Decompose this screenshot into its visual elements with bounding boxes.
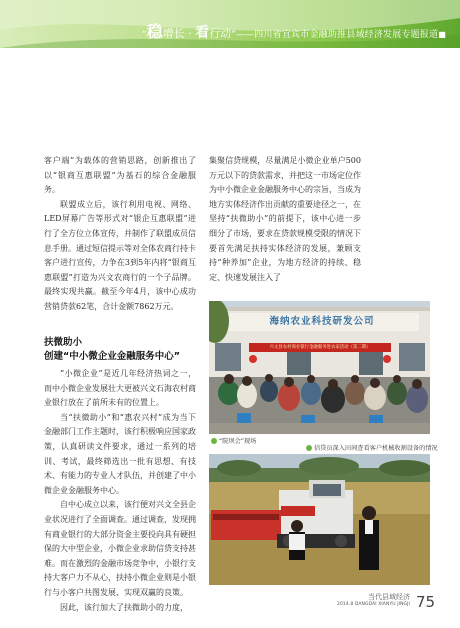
footer-magazine-issue: 2014.8 DANGDAI XIANYU JINGJI: [336, 602, 410, 607]
page-number: 75: [416, 593, 436, 611]
header-keyword-2: 看: [195, 25, 210, 41]
right-column: [209, 154, 361, 285]
header-keyword-1: 稳: [146, 22, 163, 41]
caption-bullet-icon: [211, 438, 217, 444]
left-column-section: [44, 326, 196, 615]
header-quote-open: “: [142, 30, 147, 40]
left-paragraph-5: 自中心成立以来，该行便对兴文全县企业状况进行了全面调查。通过调查，发现拥有商业银行的大部分资金主要投向具有硬担保的大中型企业，小微企业求助信贷支持甚难。而在激烈的金融市场竞争中，小银行支持大客户力不从心，扶持小微企业则是小银行与小客户共图发展、实现双赢的良策。: [44, 500, 196, 597]
photo-field-harvester: [209, 454, 430, 585]
left-paragraph-2: 联盟成立后，该行利用电视、网络、LED屏幕广告等形式对“银企互惠联盟”进行了全方位立体宣传，并制作了联盟成员信息手册。通过短信提示等对全体农商行持卡客户进行宣传，力争在3到5年内将“银商互惠联盟”打造为兴文农商行的一个子品牌。最终实现共赢。截至今年4月，该中心成功营销贷款62笔，合计金额7862万元。: [44, 199, 196, 311]
header-banner: [0, 0, 460, 48]
section-heading: [44, 336, 196, 364]
photo-yardmeeting-caption: [211, 436, 256, 445]
photo-field-caption: [306, 443, 438, 452]
caption-bullet-icon: [306, 445, 312, 451]
photo-yardmeeting-caption-text: “院坝会”现场: [219, 438, 257, 445]
header-keyword-1-rest: 增长 ·: [162, 27, 196, 40]
photo-field-caption-text: 信贷员深入田间查看客户机械收割设备的情况: [314, 445, 438, 452]
footer-magazine-title: 当代县域经济: [368, 593, 410, 601]
left-paragraph-3: “小微企业”是近几年经济热词之一，而中小微企业发展壮大更被兴文石海农村商业银行放在了前所未有的位置上。: [44, 369, 196, 408]
left-paragraph-1: 客户端”为载体的营销思路，创新推出了以“银商互惠联盟”为基石的综合金融服务。: [44, 156, 196, 195]
header-subtitle: ——四川省宜宾市金融助推县域经济发展专题报道: [235, 30, 439, 40]
photo-field-harvester-image: [209, 454, 430, 585]
left-column-top: [44, 154, 196, 315]
header-end-mark: ■: [438, 30, 446, 39]
left-paragraph-4: 当“扶微助小”和“惠农兴村”成为当下金融部门工作主题时，该行积极响应国家政策，认真研读文件要求，通过一系列的培训、考试，最终筛选出一批有思想、有技术、有能力的专业人才队伍，并创建了中小微企业金融服务中心。: [44, 412, 196, 495]
section-heading-line-2: 创建“中小微企业金融服务中心”: [44, 351, 180, 362]
header-quote-close: ”: [231, 30, 236, 40]
right-paragraph-1: 集聚信贷规模，尽量满足小微企业单户500万元以下的贷款需求，并把这一市场定位作为中小微企业金融服务中心的宗旨，当成为地方实体经济作出贡献的重要途径之一，在坚持“扶微助小”的前提下，该中心进一步细分了市场，要求在贷款规模受限的情况下要首先满足扶持实体经济的发展，兼顾支持“种养加”企业，为地方经济的持续、稳定、快速发展注入了: [209, 156, 361, 282]
photo-yardmeeting: [209, 301, 430, 434]
photo-red-banner-text: 兴文县农村商业银行金融服务进农家活动（第二期）: [269, 345, 371, 350]
header-title: [142, 19, 446, 42]
photo-building-sign: 海纳农业科技研发公司: [269, 316, 375, 327]
left-paragraph-6: 因此，该行加大了扶微助小的力度，: [60, 602, 188, 612]
header-keyword-2-rest: 行动: [209, 27, 232, 40]
footer-magazine: [337, 593, 410, 608]
section-heading-line-1: 扶微助小: [44, 337, 83, 348]
harvester-brand-label: [323, 494, 347, 502]
